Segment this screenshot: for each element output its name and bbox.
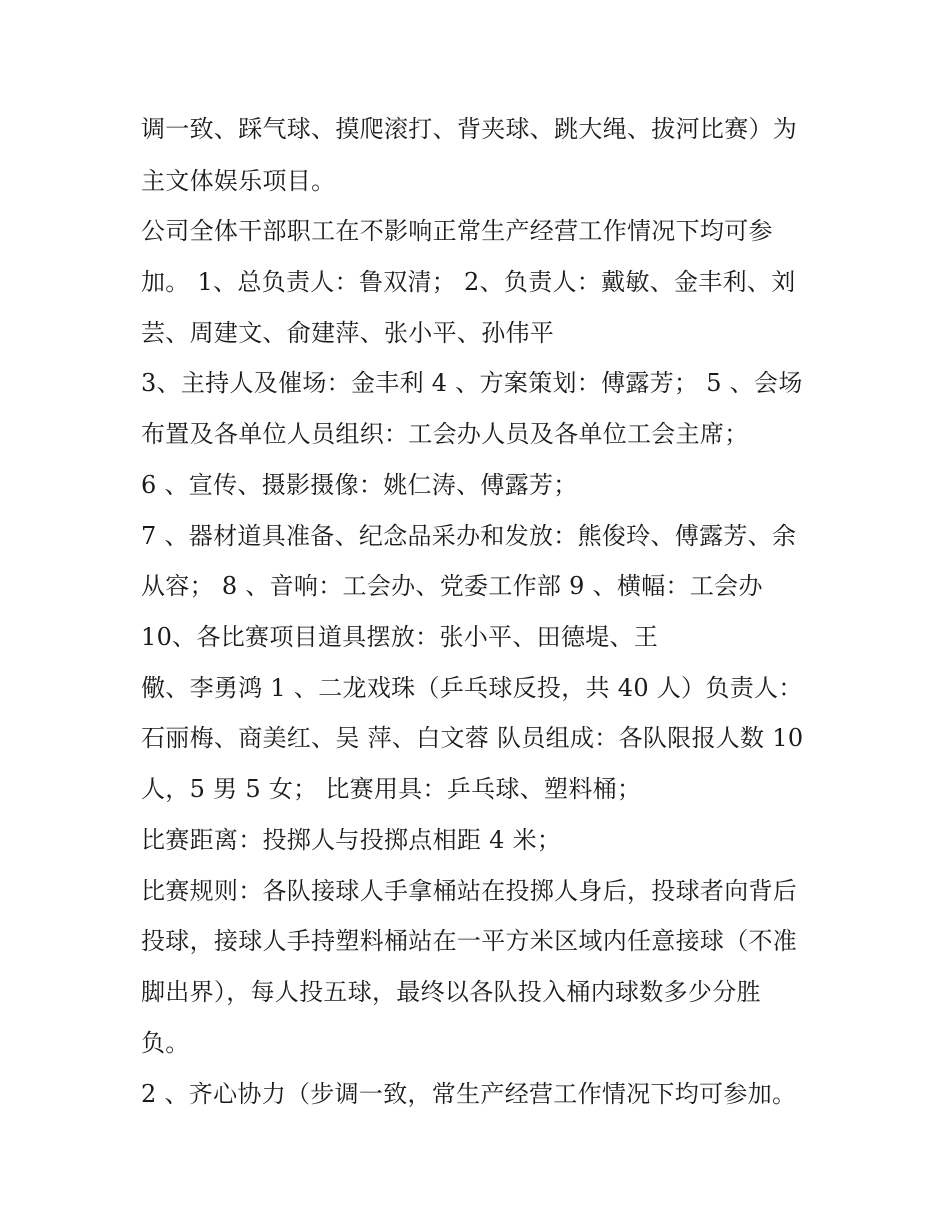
text-line: 公司全体干部职工在不影响正常生产经营工作情况下均可参 — [141, 217, 773, 245]
text-line: 负。 — [141, 1029, 190, 1057]
text-line: 布置及各单位人员组织：工会办人员及各单位工会主席； — [141, 420, 749, 448]
text-line: 人，5 男 5 女； 比赛用具：乒乓球、塑料桶； — [141, 775, 642, 803]
text-line: 投球，接球人手持塑料桶站在一平方米区域内任意接球（不准 — [141, 927, 798, 955]
text-line: 主文体娱乐项目。 — [141, 167, 336, 195]
text-line: 石丽梅、商美红、吴 萍、白文蓉 队员组成：各队限报人数 10 — [141, 724, 804, 752]
text-line: 3、主持人及催场：金丰利 4 、方案策划：傅露芳； 5 、会场 — [141, 369, 803, 397]
text-line: 2 、齐心协力（步调一致，常生产经营工作情况下均可参加。 — [141, 1080, 797, 1108]
text-line: 芸、周建文、俞建萍、张小平、孙伟平 — [141, 319, 555, 347]
text-line: 脚出界），每人投五球，最终以各队投入桶内球数多少分胜 — [141, 978, 761, 1006]
text-line: 比赛规则：各队接球人手拿桶站在投掷人身后，投球者向背后 — [141, 877, 798, 905]
text-line: 7 、器材道具准备、纪念品采办和发放：熊俊玲、傅露芳、余 — [141, 522, 797, 550]
text-line: 比赛距离：投掷人与投掷点相距 4 米； — [141, 826, 562, 854]
text-line: 调一致、踩气球、摸爬滚打、背夹球、跳大绳、拔河比赛）为 — [141, 115, 798, 143]
text-line: 10、各比赛项目道具摆放：张小平、田德堤、王 — [141, 623, 659, 651]
text-line: 儆、李勇鸿 1 、二龙戏珠（乒乓球反投，共 40 人）负责人： — [141, 674, 803, 702]
text-line: 加。 1、总负责人：鲁双清； 2、负责人：戴敏、金丰利、刘 — [141, 268, 796, 296]
text-line: 从容； 8 、音响：工会办、党委工作部 9 、横幅：工会办 — [141, 572, 763, 600]
text-line: 6 、宣传、摄影摄像：姚仁涛、傅露芳； — [141, 471, 578, 499]
